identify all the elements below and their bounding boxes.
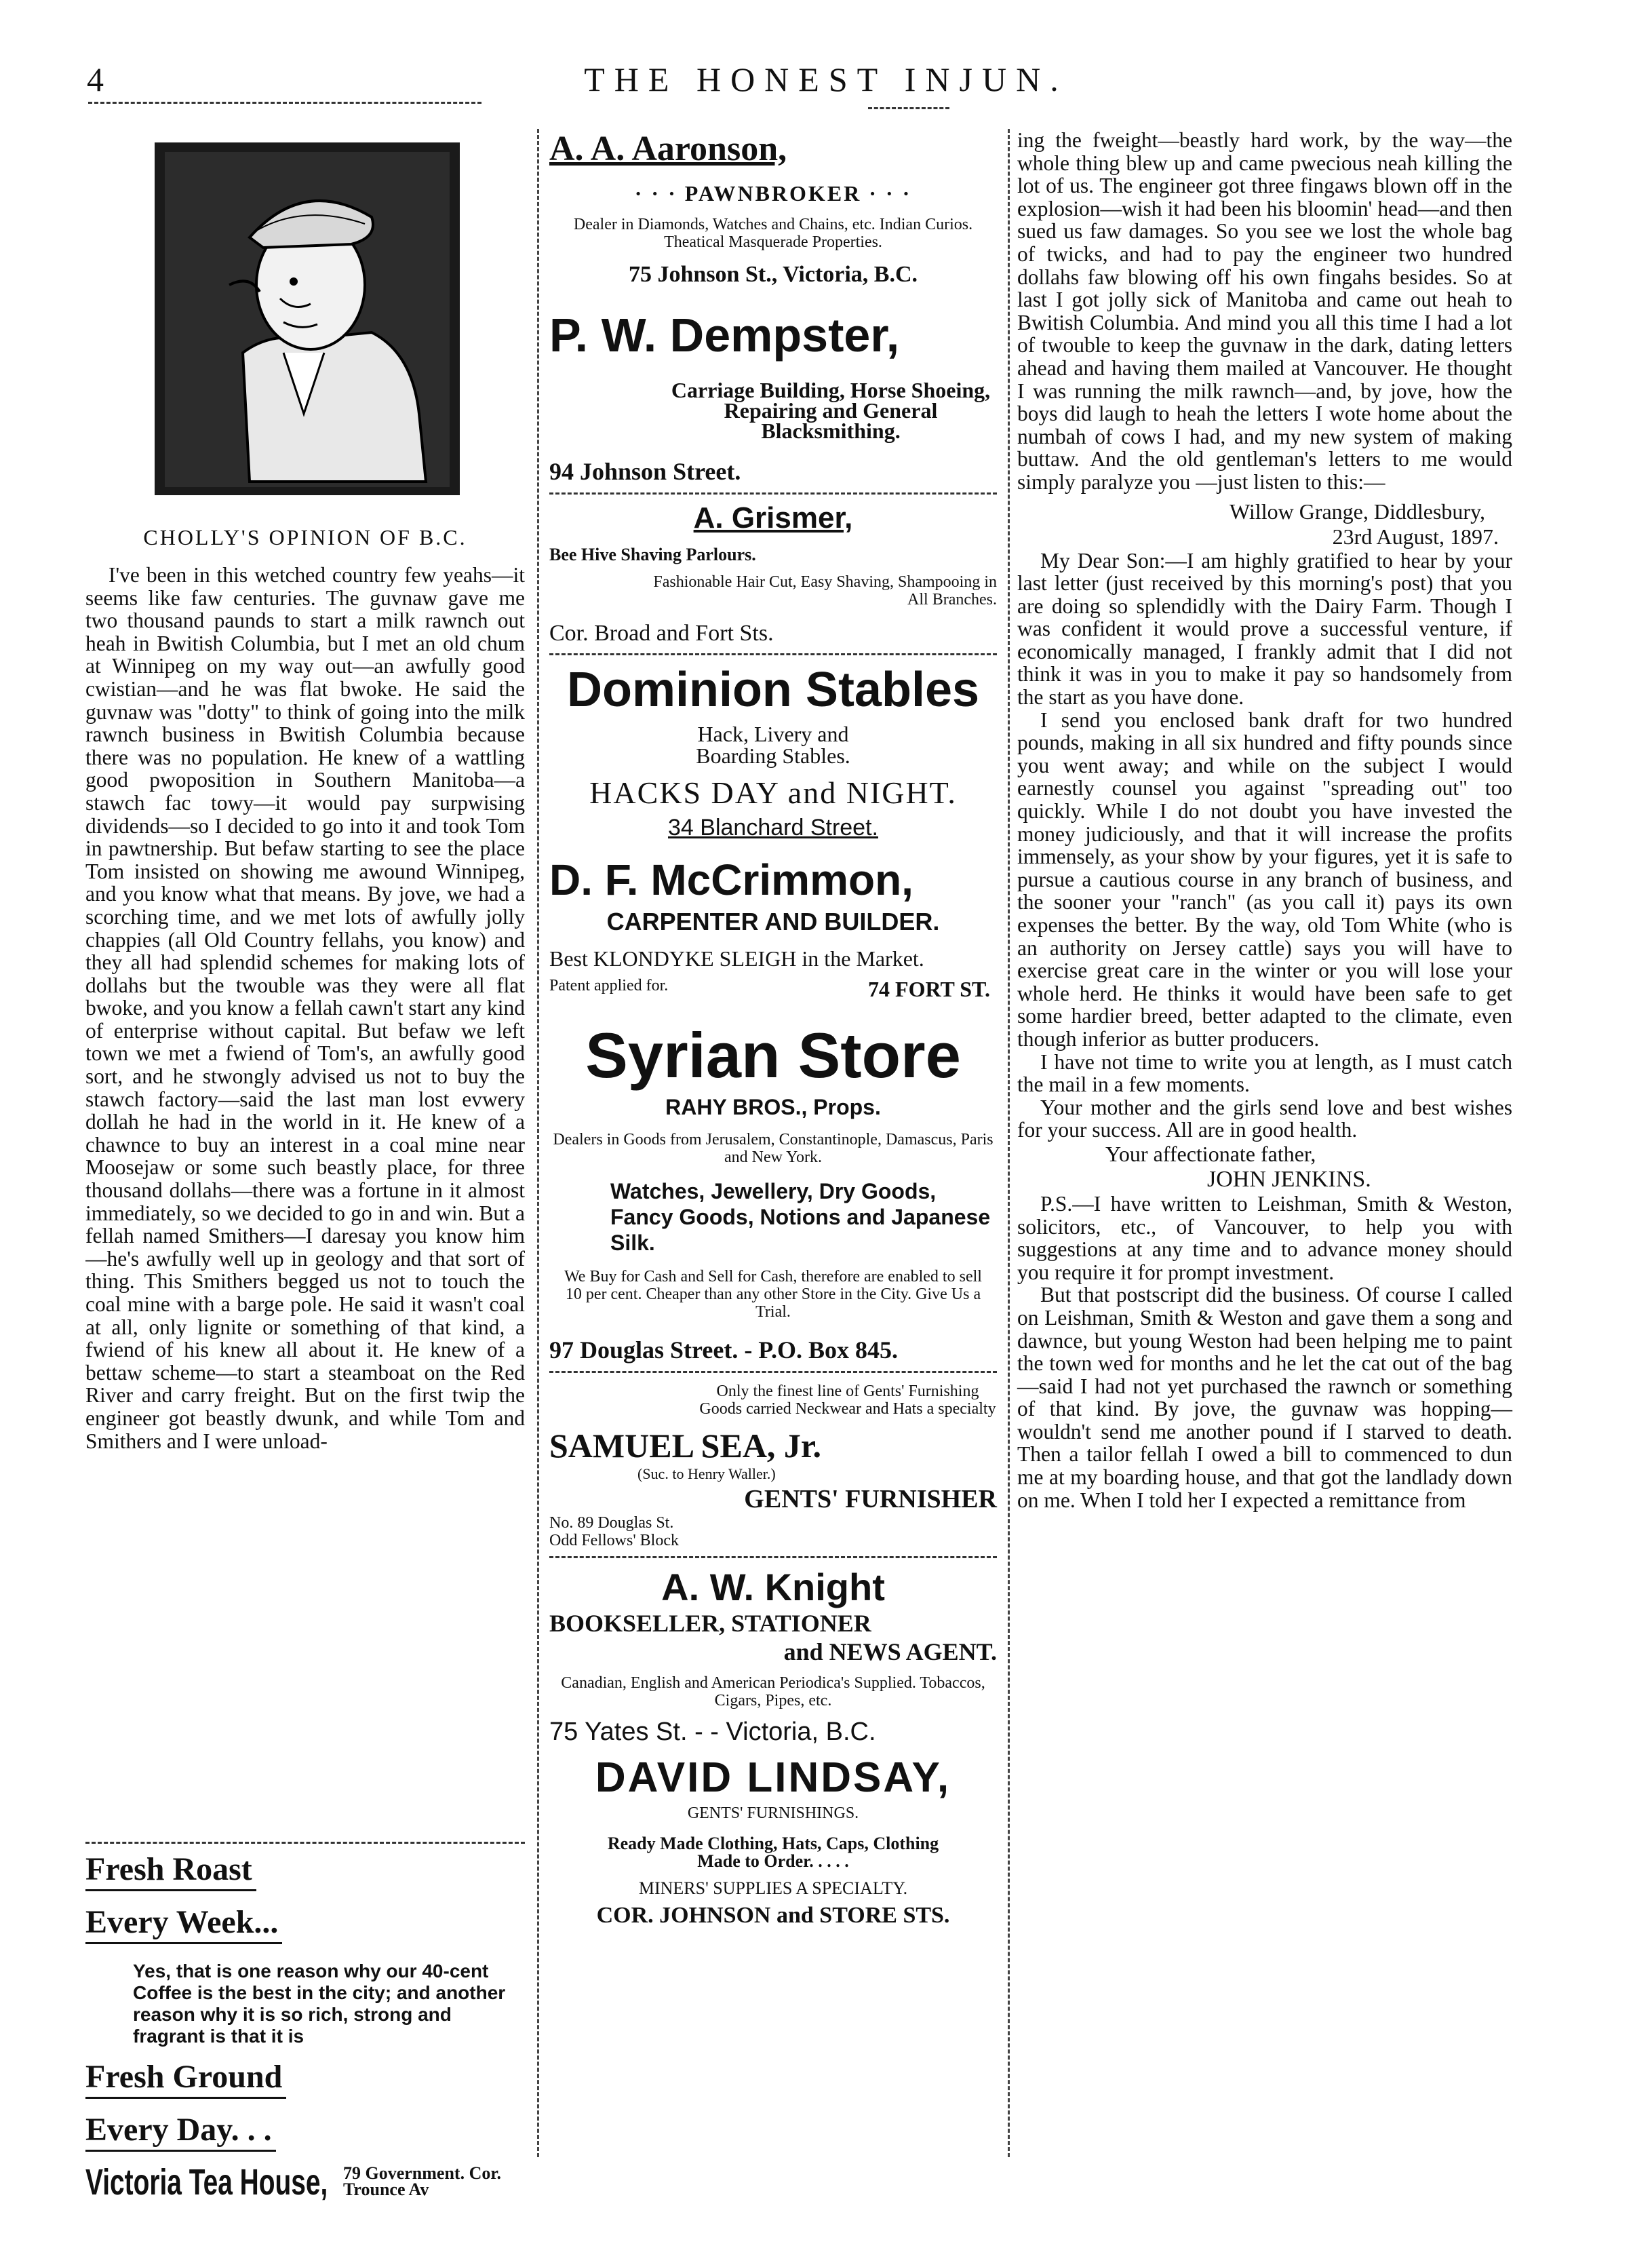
ad-victoria-tea-house	[85, 1851, 525, 2209]
column-2-advertisements	[549, 129, 997, 1929]
column-1	[85, 129, 525, 2209]
article-paragraph: ing the fweight—beastly hard work, by the way—the whole thing blew up and came pwecious neah killing the lot of us. The engineer got three fingaws blown off in the explosion—wish it had been his bloomin' head—and then sued us faw damages. So you see we lost the whole bag of twicks, and had to pay the engineer two hundred dollahs faw blowing off his own fingahs besides. So at last I got jolly sick of Manitoba and came out heah to Bwitish Columbia. And mind you all this time I had a lot of twouble to keep the guvnaw in the dark, dating letters ahead and having them mailed at Vancouver. He thought I was running the milk rawnch—and, by jove, how the boys did laugh to heah the letters I wote home about the numbah of cows I had, and my new system of making buttaw. And the old gentleman's letters to me would simply paralyze you —just listen to this:—	[1017, 128, 1512, 494]
knight-name: A. W. Knight	[661, 1566, 885, 1608]
ad-divider	[549, 1371, 997, 1373]
tea-house-address: 79 Government. Cor. Trounce Av	[343, 2163, 502, 2199]
ad-divider	[549, 653, 997, 655]
lindsay-description: Ready Made Clothing, Hats, Caps, Clothing Made to Order. . . . .	[607, 1834, 939, 1871]
knight-description: Canadian, English and American Periodica's Supplied. Tobaccos, Cigars, Pipes, etc.	[561, 1674, 985, 1709]
ad-mccrimmon	[549, 855, 997, 1004]
knight-address: 75 Yates St. - - Victoria, B.C.	[549, 1718, 876, 1746]
grismer-line-2: Fashionable Hair Cut, Easy Shaving, Shampooing in All Branches.	[653, 573, 997, 608]
column-divider-2	[1008, 129, 1010, 2157]
grismer-name: A. Grismer,	[693, 501, 853, 535]
tea-headline-2: Every Week...	[85, 1903, 282, 1944]
dempster-address: 94 Johnson Street.	[549, 458, 741, 485]
letter-paragraph: Your mother and the girls send love and best wishes for your success. All are in good health.	[1017, 1095, 1512, 1142]
letter-closing: Your affectionate father,	[1105, 1141, 1316, 1166]
ad-samuel-sea	[549, 1382, 997, 1549]
article-paragraph: I've been in this wetched country few yeahs—it seems like faw centuries. The guvnaw gave me two thousand paunds to start a milk rawnch out heah in Bwitish Columbia, but I met an old chum at Winnipeg on my way out—an awfully good cwistian—and he was flat bwoke. He said the guvnaw was "dotty" to think of going into the milk rawnch business in Bwitish Columbia because there was no population. He knew of a wattling good pwoposition in Southern Manitoba—a stawch fac towy—it would pay surpwising dividends—so I decided to go into it and took Tom in pawtnership. But befaw starting to see the place Tom insisted on showing me awound Winnipeg, and you know what that means. By jove, we had a scorching time, and we met lots of awfully jolly chappies (all Old Country fellahs, you know) and they all had splendid schemes for making lots of dollahs but the twouble was they were all flat bwoke, and you know a fellah cawn't start any kind of enterprise without capital. But befaw we left town we met a fwiend of Tom's, an awfully good sort, and he stwongly advised us not to buy the stawch factory—said the last man lost evwery dollah he had in the world in it. He knew of a chawnce to buy an interest in a coal mine near Moosejaw or some such beastly place, for three thousand dollahs—there was a fortune in it almost immediately, so we decided to go in and win. But a fellah named Smithers—I daresay you know him—he's awfully well up in geology and that sort of thing. This Smithers begged us not to touch the coal mine with a barge pole. He said it wasn't coal at all, only lignite or something of that kind, a fwiend of his knew all about it. He knew of a bettaw scheme—to start a steamboat on the Red River and carry freight. But on the first twip the engineer got beastly dwunk, and while Tom and Smithers and I were unload-	[85, 564, 525, 1453]
stables-name: Dominion Stables	[566, 663, 980, 717]
letter-address: Willow Grange, Diddlesbury,	[1230, 499, 1485, 524]
lindsay-specialty: MINERS' SUPPLIES A SPECIALTY.	[638, 1878, 908, 1898]
header-rule-right	[868, 107, 949, 109]
ad-david-lindsay	[549, 1754, 997, 1929]
grismer-line-1: Bee Hive Shaving Parlours.	[549, 545, 756, 564]
syrian-address: 97 Douglas Street. - P.O. Box 845.	[549, 1336, 899, 1363]
letter-date: 23rd August, 1897.	[1332, 524, 1499, 549]
mccrimmon-trade: CARPENTER AND BUILDER.	[606, 908, 940, 935]
tea-headline-1: Fresh Roast	[85, 1851, 256, 1891]
tea-description: Yes, that is one reason why our 40-cent Coffee is the best in the city; and another reason why it is so rich, strong and fragrant is that it is	[133, 1960, 506, 2047]
column-divider-1	[537, 129, 539, 2157]
aaronson-trade: · · · PAWNBROKER · · ·	[634, 181, 912, 206]
dempster-name: P. W. Dempster,	[549, 309, 900, 362]
tea-house-name: Victoria Tea House,	[85, 2162, 328, 2203]
stables-description: Hack, Livery and Boarding Stables.	[696, 722, 850, 768]
letter-paragraph: I have not time to write you at length, as I must catch the mail in a few moments.	[1017, 1049, 1512, 1097]
aaronson-name: A. A. Aaronson,	[549, 130, 787, 168]
cholly-portrait-illustration	[148, 129, 467, 509]
lindsay-trade: GENTS' FURNISHINGS.	[687, 1804, 859, 1822]
ad-divider	[549, 1556, 997, 1558]
letter-paragraph: My Dear Son:—I am highly gratified to hear by your last letter (just received by this morning's post) that you are doing so splendidly with the Dairy Farm. Though I was confident it would prove a successful venture, if economically managed, I frankly admit that I did not think it was in you to make it pay so handsomely from the start as you have done.	[1017, 548, 1512, 710]
syrian-dealers: Dealers in Goods from Jerusalem, Constantinople, Damascus, Paris and New York.	[553, 1131, 994, 1166]
ad-grismer	[549, 501, 997, 646]
sea-name: SAMUEL SEA, Jr.	[549, 1427, 822, 1465]
aaronson-description: Dealer in Diamonds, Watches and Chains, etc. Indian Curios. Theatical Masquerade Properties.	[573, 216, 973, 251]
page-number: 4	[87, 60, 104, 98]
ad-syrian-store	[549, 1022, 997, 1364]
sea-successor: (Suc. to Henry Waller.)	[637, 1465, 776, 1482]
ad-aaronson	[549, 129, 997, 288]
ad-divider	[85, 1842, 525, 1844]
page-header-title: THE HONEST INJUN.	[584, 60, 1068, 98]
ad-dominion-stables	[549, 662, 997, 841]
stables-hours: HACKS DAY and NIGHT.	[589, 775, 957, 810]
ad-divider	[549, 492, 997, 495]
syrian-name: Syrian Store	[585, 1020, 961, 1091]
letter-signature: JOHN JENKINS.	[1207, 1166, 1371, 1192]
tea-headline-4: Every Day. . .	[85, 2111, 276, 2152]
tea-headline-3: Fresh Ground	[85, 2058, 286, 2099]
article-paragraph: But that postscript did the business. Of course I called on Leishman, Smith & Weston and gave them a song and dawnce, but young Weston had been helping me to paint the town wed for months and he let the cat out of the bag—said I had not yet purchased the rawnch or something of that kind. By jove, the guvnaw was hopping—wouldn't send me another pound if I starved to death. Then a tailor fellah I owed a bill to commenced to dun me at my boarding house, and that got the landlady down on me. When I told her I expected a remittance from	[1017, 1283, 1512, 1512]
syrian-props: RAHY BROS., Props.	[665, 1095, 881, 1119]
mccrimmon-description: Best KLONDYKE SLEIGH in the Market.	[549, 946, 924, 971]
letter-postscript: P.S.—I have written to Leishman, Smith & Weston, solicitors, etc., of Vancouver, to help you with suggestions at any time and to advance money should you require it for prompt investment.	[1017, 1191, 1512, 1284]
column-3	[1017, 129, 1512, 1511]
syrian-terms: We Buy for Cash and Sell for Cash, therefore are enabled to sell 10 per cent. Cheaper than any other Store in the City. Give Us a Trial.	[564, 1268, 982, 1321]
knight-trade-2: and NEWS AGENT.	[783, 1638, 997, 1665]
aaronson-address: 75 Johnson St., Victoria, B.C.	[629, 262, 918, 287]
ad-dempster	[549, 308, 997, 486]
sea-address: No. 89 Douglas St. Odd Fellows' Block	[549, 1514, 679, 1549]
mccrimmon-name: D. F. McCrimmon,	[549, 855, 913, 904]
ad-knight	[549, 1565, 997, 1747]
letter-paragraph: I send you enclosed bank draft for two hundred pounds, making in all six hundred and fifty pounds since you went away; and while on the subject I would earnestly counsel you against "spreading out" too quickly. While I do not doubt you have invested the money judiciously, and that it will increase the profits immensely, as your show by your figures, yet it is safe to pursue a cautious course in any branch of business, and the sooner your "ranch" (as you call it) pays its own expenses the better. By the way, old Tom White (who is an authority on Jersey cattle) says you will have to exercise great care in the winter or you will lose your whole herd. He thinks it would have been safe to get some hardier breed, better adapted to the climate, even though inferior as butter producers.	[1017, 708, 1512, 1051]
syrian-goods: Watches, Jewellery, Dry Goods, Fancy Goods, Notions and Japanese Silk.	[610, 1179, 991, 1255]
header-rule-left	[88, 102, 481, 104]
grismer-address: Cor. Broad and Fort Sts.	[549, 621, 774, 646]
dempster-description: Carriage Building, Horse Shoeing, Repairing and General Blacksmithing.	[671, 378, 991, 443]
lindsay-name: DAVID LINDSAY,	[595, 1754, 951, 1801]
article-title: CHOLLY'S OPINION OF B.C.	[143, 525, 467, 549]
sea-intro: Only the finest line of Gents' Furnishing Goods carried Neckwear and Hats a specialty	[699, 1382, 996, 1418]
mccrimmon-address: 74 FORT ST.	[868, 977, 990, 1001]
mccrimmon-patent: Patent applied for.	[549, 977, 669, 994]
lindsay-address: COR. JOHNSON and STORE STS.	[596, 1903, 950, 1928]
knight-trade-1: BOOKSELLER, STATIONER	[549, 1610, 871, 1637]
stables-address: 34 Blanchard Street.	[668, 815, 878, 840]
sea-trade: GENTS' FURNISHER	[744, 1485, 997, 1513]
